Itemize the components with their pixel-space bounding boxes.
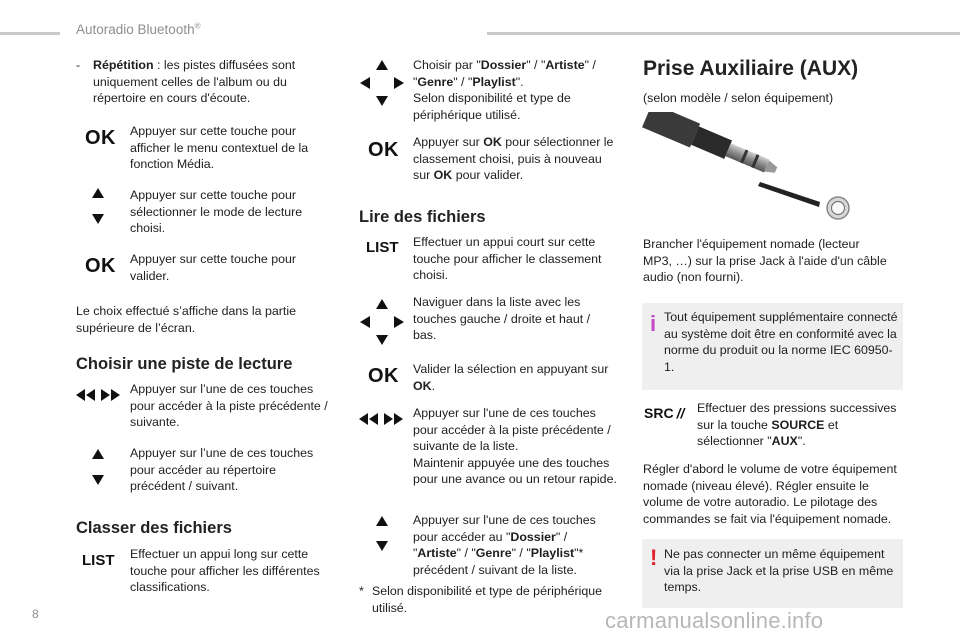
four-way-arrows-icon [360, 299, 404, 345]
info-note-box [642, 303, 903, 390]
heading-read-files: Lire des fichiers [359, 208, 486, 226]
ok-validate-text: Appuyer sur cette touche pour valider. [130, 252, 296, 283]
volume-text: Régler d'abord le volume de votre équipement nomade (niveau élevé). Régler ensuite le volume de votre autoradio. Le pilotage des commandes se fait via l'équipement nomade. [643, 462, 897, 526]
header-rule-right [487, 32, 960, 35]
list-button-icon: LIST [366, 239, 399, 256]
footnote: * Selon disponibilité et type de périphérique utilisé. [359, 584, 603, 615]
ok-button-icon: OK [85, 255, 116, 277]
header-title: Autoradio Bluetooth® [76, 21, 201, 37]
list-button-icon: LIST [82, 552, 115, 569]
connect-device-text: Brancher l'équipement nomade (lecteur MP3, …) sur la prise Jack à l'aide d'un câble audio (non fourni). [643, 237, 887, 284]
warning-note-box [642, 539, 903, 608]
src-press-text: Effectuer des pressions successives sur la touche SOURCE et sélectionner "AUX". [697, 401, 897, 448]
prev-next-track-text: Appuyer sur l’une de ces touches pour accéder à la piste précédente / suivante. [130, 382, 328, 429]
prev-next-arrows-icon [358, 412, 404, 426]
jack-plug-illustration [642, 112, 856, 222]
warning-note-text: Ne pas connecter un même équipement via la prise Jack et la prise USB en même temps. [664, 547, 894, 594]
updown-folder-text: Appuyer sur l’une de ces touches pour accéder au répertoire précédent / suivant. [130, 446, 314, 493]
info-icon: i [650, 311, 657, 336]
prev-next-arrows-icon [75, 388, 121, 402]
page-number: 8 [32, 607, 39, 621]
warning-icon: ! [650, 545, 658, 570]
watermark: carmanualsonline.info [605, 608, 824, 633]
src-button-icon: SRC // [644, 405, 685, 421]
choice-display-text: Le choix effectué s’affiche dans la partie supérieure de l’écran. [76, 304, 296, 335]
info-note-text: Tout équipement supplémentaire connecté au système doit être en conformité avec la norme du produit ou la norme IEC 60950-1. [664, 310, 898, 374]
ok-button-icon: OK [85, 127, 116, 149]
list-long-press-text: Effectuer un appui long sur cette touche pour afficher les différentes classifications. [130, 547, 320, 594]
list-short-press-text: Effectuer un appui court sur cette touche pour afficher le classement choisi. [413, 235, 602, 282]
ok-select-text: Appuyer sur OK pour sélectionner le classement choisi, puis à nouveau sur OK pour valider. [413, 135, 614, 182]
header-rule-left [0, 32, 60, 35]
heading-choose-track: Choisir une piste de lecture [76, 355, 293, 373]
ok-button-icon: OK [368, 365, 399, 387]
up-down-arrows-icon [91, 188, 105, 226]
ok-context-menu-text: Appuyer sur cette touche pour afficher le menu contextuel de la fonction Média. [130, 124, 309, 171]
repetition-item: - Répétition : les pistes diffusées sont uniquement celles de l'album ou du répertoire en cours d'écoute. [76, 58, 296, 105]
four-way-arrows-icon [360, 60, 404, 106]
ok-button-icon: OK [368, 139, 399, 161]
prev-next-list-text: Appuyer sur l'une de ces touches pour accéder à la piste précédente / suivante de la liste. Maintenir appuyée une des touches pour une avance ou un retour rapide. [413, 406, 617, 486]
ok-validate-selection-text: Valider la sélection en appuyant sur OK. [413, 362, 609, 393]
navigate-list-text: Naviguer dans la liste avec les touches gauche / droite et haut / bas. [413, 295, 591, 342]
heading-aux: Prise Auxiliaire (AUX) [643, 57, 859, 80]
up-down-arrows-icon [375, 516, 389, 552]
updown-classification-text: Appuyer sur l'une de ces touches pour accéder au "Dossier" / "Artiste" / "Genre" / "Playlist"* précédent / suivant de la liste. [413, 513, 596, 577]
up-down-arrows-icon [91, 449, 105, 487]
heading-sort-files: Classer des fichiers [76, 519, 232, 537]
choose-classification-text: Choisir par "Dossier" / "Artiste" / "Genre" / "Playlist". Selon disponibilité et type de périphérique utilisé. [413, 58, 596, 122]
model-note: (selon modèle / selon équipement) [643, 91, 834, 105]
updown-play-mode-text: Appuyer sur cette touche pour sélectionner le mode de lecture choisi. [130, 188, 303, 235]
